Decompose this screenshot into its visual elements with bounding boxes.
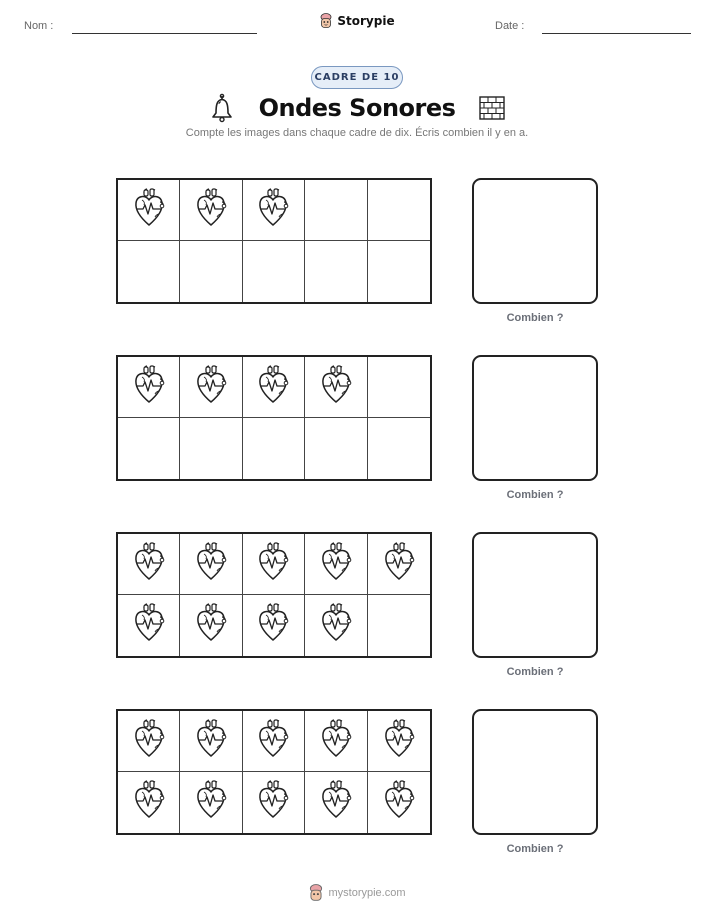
answer-box[interactable]: [472, 532, 598, 658]
anatomical-heart-icon: [256, 364, 290, 411]
anatomical-heart-icon: [132, 779, 166, 826]
anatomical-heart-icon: [132, 364, 166, 411]
footer-site: mystorypie.com: [328, 887, 406, 899]
frame-cell: [368, 534, 430, 595]
anatomical-heart-icon: [319, 602, 353, 649]
ten-frame: [116, 709, 432, 835]
anatomical-heart-icon: [132, 718, 166, 765]
anatomical-heart-icon: [319, 718, 353, 765]
anatomical-heart-icon: [194, 779, 228, 826]
frame-type-badge: CADRE DE 10: [311, 66, 403, 89]
page-title: Ondes Sonores: [258, 94, 456, 122]
title-row: [0, 91, 714, 125]
frame-cell: [368, 418, 430, 479]
frame-cell: [305, 534, 367, 595]
frame-cell: [118, 357, 180, 418]
anatomical-heart-icon: [256, 602, 290, 649]
frame-cell: [118, 418, 180, 479]
frame-cell: [368, 357, 430, 418]
frame-cell: [305, 595, 367, 656]
anatomical-heart-icon: [382, 718, 416, 765]
answer-label: Combien ?: [506, 489, 564, 501]
frame-cell: [118, 180, 180, 241]
ten-frame: [116, 532, 432, 658]
name-line[interactable]: [72, 33, 257, 34]
frame-cell: [180, 772, 242, 833]
frame-cell: [368, 180, 430, 241]
frame-cell: [180, 711, 242, 772]
frame-cell: [305, 772, 367, 833]
ten-frame: [116, 178, 432, 304]
frame-cell: [243, 357, 305, 418]
instructions: Compte les images dans chaque cadre de dix. Écris combien il y en a.: [185, 127, 529, 139]
frame-cell: [243, 418, 305, 479]
anatomical-heart-icon: [132, 541, 166, 588]
anatomical-heart-icon: [194, 541, 228, 588]
frame-cell: [305, 711, 367, 772]
frame-cell: [118, 772, 180, 833]
anatomical-heart-icon: [132, 187, 166, 234]
answer-box[interactable]: [472, 178, 598, 304]
frame-cell: [180, 595, 242, 656]
date-line[interactable]: [542, 33, 691, 34]
storypie-mascot-icon: [319, 13, 333, 29]
answer-label: Combien ?: [506, 312, 564, 324]
frame-cell: [118, 534, 180, 595]
answer-box[interactable]: [472, 355, 598, 481]
storypie-mascot-icon: [308, 884, 324, 902]
frame-cell: [118, 711, 180, 772]
answer-label: Combien ?: [506, 666, 564, 678]
frame-cell: [305, 418, 367, 479]
frame-cell: [180, 180, 242, 241]
frame-cell: [305, 357, 367, 418]
anatomical-heart-icon: [382, 541, 416, 588]
frame-cell: [305, 241, 367, 302]
frame-cell: [305, 180, 367, 241]
frame-cell: [243, 772, 305, 833]
anatomical-heart-icon: [256, 187, 290, 234]
frame-cell: [243, 534, 305, 595]
frame-cell: [180, 241, 242, 302]
frame-cell: [368, 241, 430, 302]
frame-cell: [368, 711, 430, 772]
anatomical-heart-icon: [319, 541, 353, 588]
anatomical-heart-icon: [194, 364, 228, 411]
frame-cell: [368, 595, 430, 656]
frame-cell: [368, 772, 430, 833]
anatomical-heart-icon: [256, 718, 290, 765]
answer-label: Combien ?: [506, 843, 564, 855]
frame-cell: [118, 595, 180, 656]
anatomical-heart-icon: [132, 602, 166, 649]
frame-cell: [180, 418, 242, 479]
bell-icon: [209, 93, 235, 123]
date-label: Date :: [495, 20, 525, 32]
anatomical-heart-icon: [382, 779, 416, 826]
brand-name: Storypie: [337, 14, 395, 28]
footer: [0, 884, 714, 902]
anatomical-heart-icon: [319, 364, 353, 411]
anatomical-heart-icon: [319, 779, 353, 826]
anatomical-heart-icon: [256, 541, 290, 588]
frame-cell: [243, 595, 305, 656]
frame-cell: [243, 711, 305, 772]
ten-frame: [116, 355, 432, 481]
brand-logo: [0, 13, 714, 29]
answer-box[interactable]: [472, 709, 598, 835]
anatomical-heart-icon: [194, 187, 228, 234]
name-label: Nom :: [24, 20, 54, 32]
anatomical-heart-icon: [256, 779, 290, 826]
frame-cell: [243, 180, 305, 241]
anatomical-heart-icon: [194, 602, 228, 649]
frame-cell: [243, 241, 305, 302]
anatomical-heart-icon: [194, 718, 228, 765]
brick-wall-icon: [479, 96, 505, 120]
frame-cell: [118, 241, 180, 302]
frame-cell: [180, 534, 242, 595]
frame-cell: [180, 357, 242, 418]
